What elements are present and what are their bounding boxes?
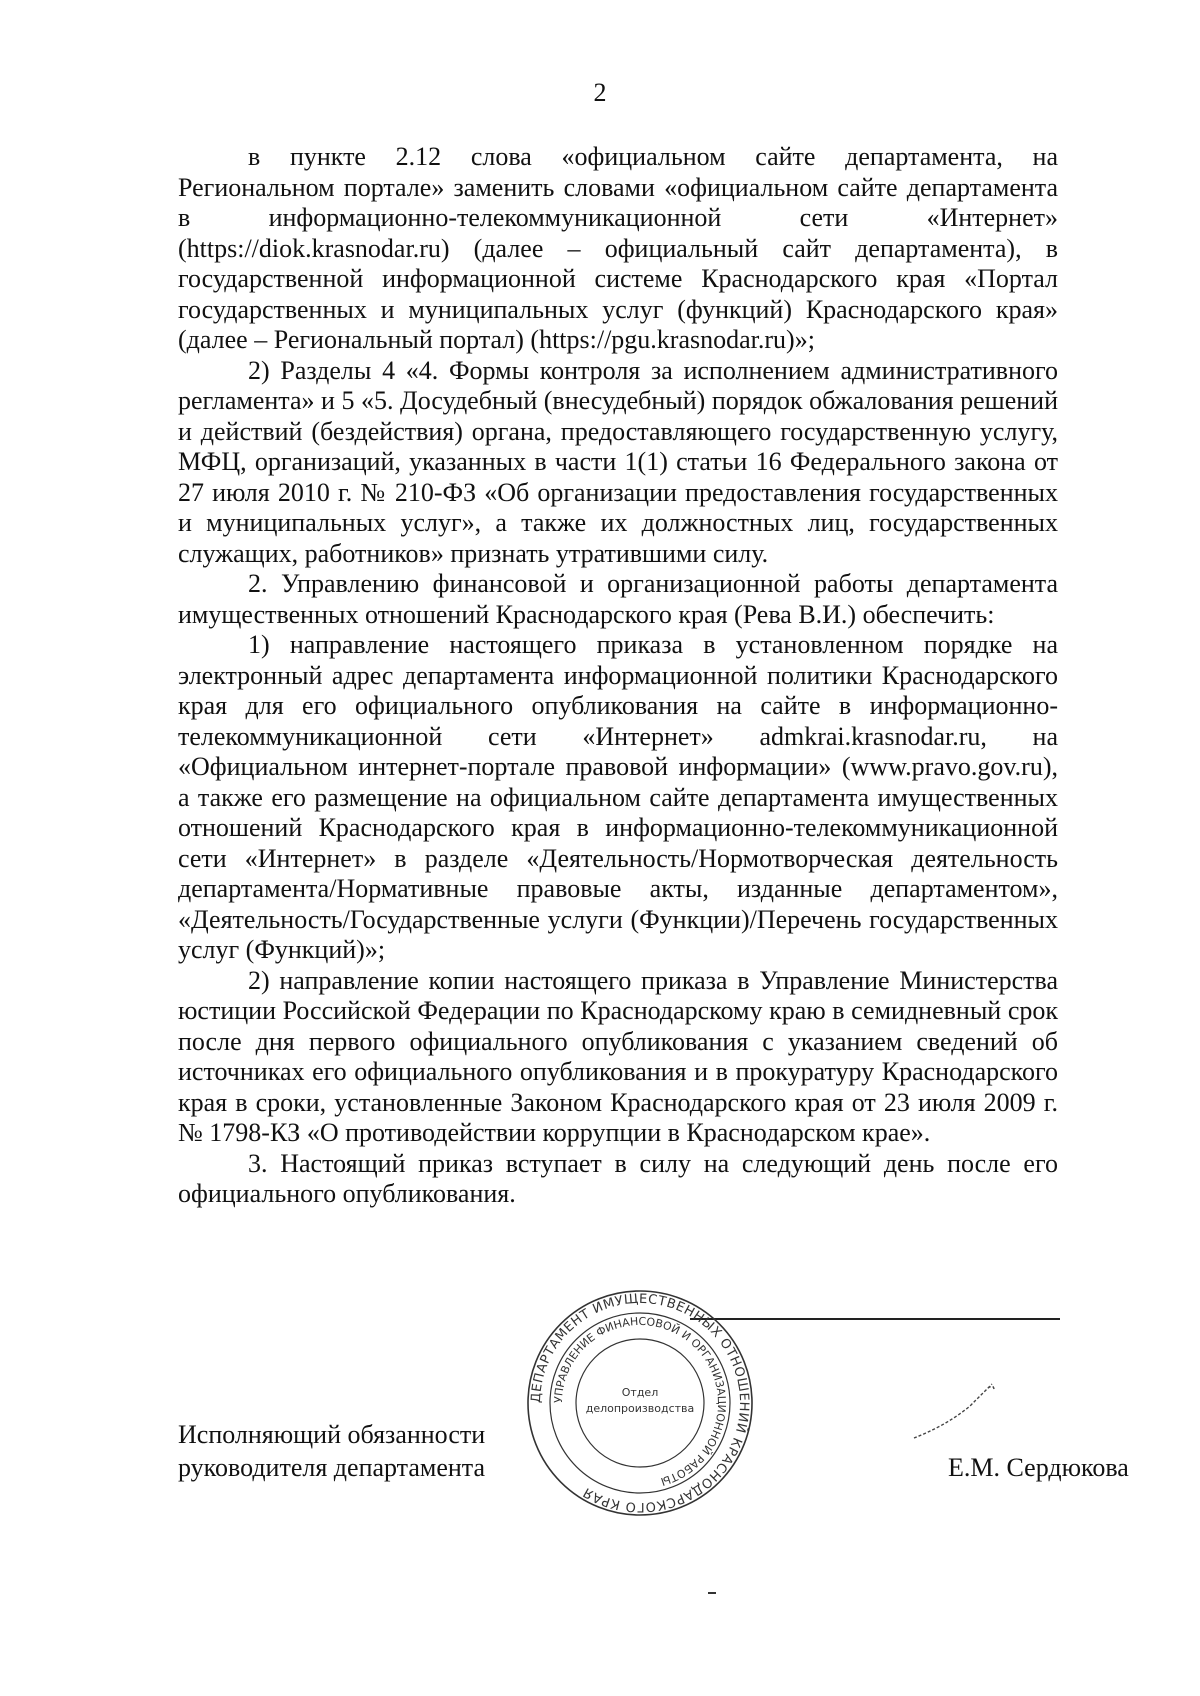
stamp-outer-text: ДЕПАРТАМЕНТ ИМУЩЕСТВЕННЫХ ОТНОШЕНИЙ КРАСНОДАРСКОГО КРАЯ <box>528 1291 752 1515</box>
signatory-title-line2: руководителя департамента <box>178 1453 486 1482</box>
signatory-name: Е.М. Сердюкова <box>948 1453 1129 1482</box>
page-number: 2 <box>593 78 607 107</box>
paragraph-sections-4-5: 2) Разделы 4 «4. Формы контроля за исполнением административного регламента» и 5 «5. Досудебный (внесудебный) порядок обжалования решений и действий (бездействия) органа, предоставляющего государственную услугу, МФЦ, организаций, указанных в части 1(1) статьи 16 Федерального закона от 27 июля 2010 г. № 210-ФЗ «Об организации предоставления государственных и муниципальных услуг», а также их должностных лиц, государственных служащих, работников» признать утратившими силу. <box>178 355 1058 568</box>
signatory-title-line1: Исполняющий обязанности <box>178 1420 486 1449</box>
official-stamp <box>525 1288 755 1518</box>
stamp-center-line2: делопроизводства <box>585 1402 695 1415</box>
scan-mark <box>708 1592 716 1594</box>
paragraph-order-2-2: 2) направление копии настоящего приказа в Управление Министерства юстиции Российской Федерации по Краснодарскому краю в семидневный срок после дня первого официального опубликования с указанием сведений об источниках его официального опубликования и в прокуратуру Краснодарского края в сроки, установленные Законом Краснодарского края от 23 июля 2009 г. № 1798-КЗ «О противодействии коррупции в Краснодарском крае». <box>178 965 1058 1147</box>
signatory-title <box>178 1418 485 1484</box>
paragraph-order-2-1: 1) направление настоящего приказа в установленном порядке на электронный адрес департамента информационной политики Краснодарского края для его официального опубликования на сайте в информационно-телекоммуникационной сети «Интернет» admkrai.krasnodar.ru, на «Официальном интернет-портале правовой информации» (www.pravo.gov.ru), а также его размещение на официальном сайте департамента имущественных отношений Краснодарского края в информационно-телекоммуникационной сети «Интернет» в разделе «Деятельность/Нормотворческая деятельность департамента/Нормативные правовые акты, изданные департаментом», «Деятельность/Государственные услуги (Функции)/Перечень государственных услуг (Функций)»; <box>178 630 1058 964</box>
paragraph-clause-2-12: в пункте 2.12 слова «официальном сайте департамента, на Региональном портале» заменить словами «официальном сайте департамента в информационно-телекоммуникационной сети «Интернет» (https://diok.krasnodar.ru) (далее – официальный сайт департамента), в государственной информационной системе Краснодарского края «Портал государственных и муниципальных услуг (функций) Краснодарского края» (далее – Региональный портал) (https://pgu.krasnodar.ru)»; <box>178 142 1058 354</box>
paragraph-order-2: 2. Управлению финансовой и организационной работы департамента имущественных отношений Краснодарского края (Рева В.И.) обеспечить: <box>178 569 1058 629</box>
paragraph-order-3: 3. Настоящий приказ вступает в силу на следующий день после его официального опубликования. <box>178 1148 1058 1208</box>
handwritten-signature <box>912 1376 1002 1446</box>
stamp-inner-text: УПРАВЛЕНИЕ ФИНАНСОВОЙ И ОРГАНИЗАЦИОННОЙ РАБОТЫ <box>551 1314 729 1489</box>
stamp-center-line1: Отдел <box>621 1386 659 1399</box>
